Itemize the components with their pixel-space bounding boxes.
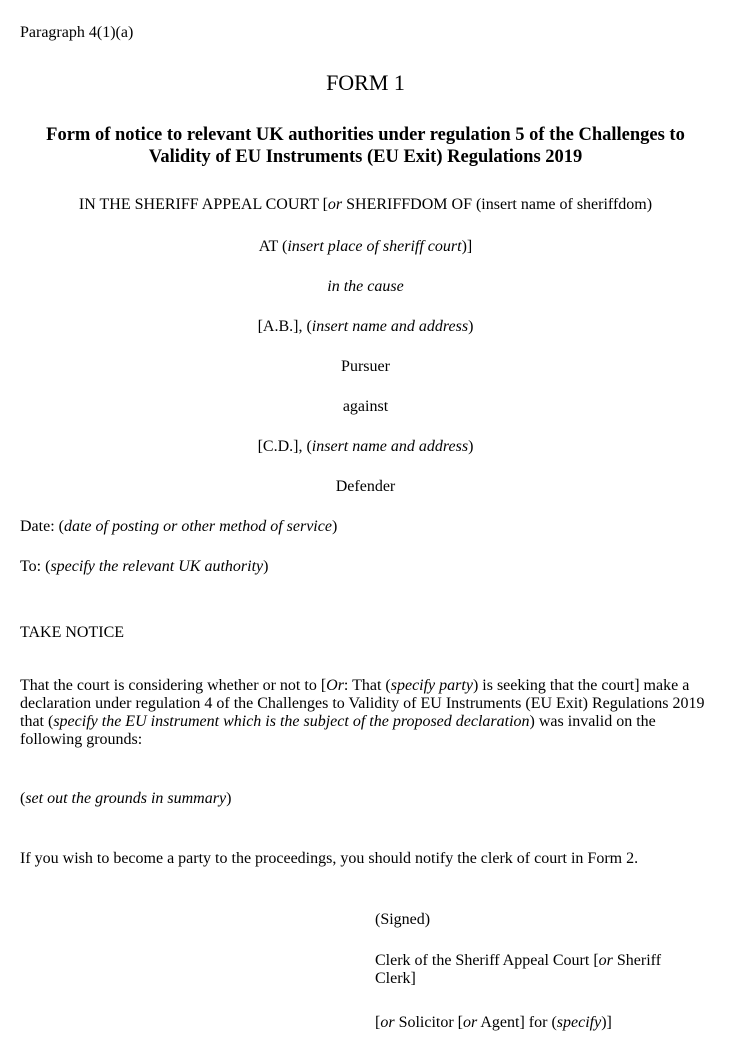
paragraph-reference: Paragraph 4(1)(a) [20, 24, 134, 41]
at-suffix: )] [461, 238, 473, 255]
to-insert: specify the relevant UK authority [50, 558, 264, 575]
pursuer-suffix: ) [468, 318, 474, 335]
clerk-prefix: Clerk of the Sheriff Appeal Court [ [375, 952, 599, 969]
court-or: or [327, 196, 343, 213]
grounds-prefix: ( [20, 790, 26, 807]
solicitor-prefix: [ [375, 1014, 381, 1031]
form-heading-line-1: Form of notice to relevant UK authorities under regulation 5 of the Challenges to [46, 125, 685, 145]
notice-part-2: : That ( [343, 677, 391, 694]
defender-prefix: [C.D.], ( [257, 438, 312, 455]
grounds-suffix: ) [226, 790, 232, 807]
solicitor-or-2: or [463, 1014, 478, 1031]
solicitor-or-1: or [380, 1014, 395, 1031]
pursuer-prefix: [A.B.], ( [257, 318, 312, 335]
pursuer-insert: insert name and address [311, 318, 469, 335]
notice-or: Or [326, 677, 344, 694]
at-line [0, 238, 731, 256]
pursuer-label: Pursuer [341, 358, 390, 375]
at-place: insert place of sheriff court [287, 238, 462, 255]
defender-insert: insert name and address [311, 438, 469, 455]
in-the-cause [0, 278, 731, 296]
notice-specify-party: specify party [390, 677, 473, 694]
notice-paragraph [20, 677, 716, 749]
signed-label: (Signed) [375, 911, 431, 928]
solicitor-line [375, 1014, 705, 1032]
defender-suffix: ) [468, 438, 474, 455]
to-suffix: ) [263, 558, 269, 575]
against-label: against [342, 398, 389, 415]
party-notice: If you wish to become a party to the proceedings, you should notify the clerk of court in Form 2. [20, 850, 639, 867]
solicitor-mid-2: Agent] for ( [477, 1014, 557, 1031]
court-suffix: SHERIFFDOM OF (insert name of sheriffdom) [342, 196, 653, 213]
form-title: FORM 1 [326, 70, 405, 95]
pursuer-line [0, 318, 731, 336]
court-line [0, 196, 731, 214]
clerk-line [375, 952, 695, 988]
form-heading-line-2: Validity of EU Instruments (EU Exit) Regulations 2019 [148, 147, 583, 167]
solicitor-mid: Solicitor [ [394, 1014, 463, 1031]
at-prefix: AT ( [258, 238, 288, 255]
solicitor-specify: specify [556, 1014, 602, 1031]
solicitor-suffix: )] [601, 1014, 612, 1031]
grounds-insert: set out the grounds in summary [25, 790, 227, 807]
to-line [20, 558, 268, 576]
defender-label: Defender [335, 478, 396, 495]
court-prefix: IN THE SHERIFF APPEAL COURT [ [78, 196, 328, 213]
date-line [20, 518, 337, 536]
notice-part-1: That the court is considering whether or not to [ [20, 677, 327, 694]
notice-specify-instrument: specify the EU instrument which is the subject of the proposed declaration [53, 713, 530, 730]
notice-part-4: ) was invalid on the following grounds: [20, 713, 656, 748]
grounds-line [20, 790, 231, 808]
date-suffix: ) [331, 518, 338, 535]
date-insert: date of posting or other method of service [63, 518, 332, 535]
in-the-cause-text: in the cause [327, 278, 404, 295]
clerk-or: or [598, 952, 613, 969]
notice-part-3: ) is seeking that the court] make a declaration under regulation 4 of the Challenges to Validity of EU Instruments (EU Exit) Regulations 2019 that ( [20, 677, 705, 730]
take-notice: TAKE NOTICE [20, 624, 125, 641]
date-prefix: Date: ( [20, 518, 64, 535]
form-heading [0, 124, 731, 168]
clerk-suffix: Sheriff Clerk] [375, 952, 662, 987]
to-prefix: To: ( [20, 558, 51, 575]
defender-line [0, 438, 731, 456]
